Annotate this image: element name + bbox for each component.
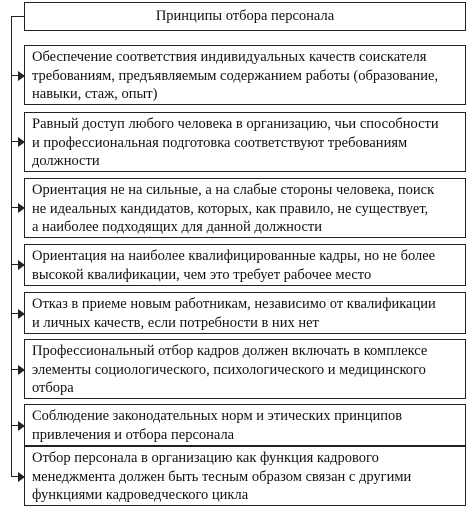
arrow-icon [11, 141, 24, 142]
principle-line: и профессиональная подготовка соответствуют требованиям [32, 134, 408, 151]
principle-line: функциями кадроведческого цикла [32, 487, 249, 503]
principle-line: а наиболее подходящих для данной должности [32, 219, 322, 235]
principle-line: Отбор персонала в организацию как функция кадрового [32, 450, 379, 466]
principle-line: Профессиональный отбор кадров должен включать в комплексе [32, 343, 428, 359]
diagram-title: Принципы отбора персонала [155, 8, 335, 24]
arrow-icon [11, 369, 24, 370]
principle-line: должности [32, 153, 100, 169]
principle-line: Соблюдение законодательных норм и этических принципов [32, 408, 403, 424]
principle-line: привлечения и отбора персонала [32, 426, 235, 443]
principle-line: Отказ в приеме новым работникам, независимо от квалификации [32, 296, 436, 312]
arrow-icon [11, 75, 24, 76]
arrow-icon [11, 313, 24, 314]
principle-box-2 [24, 112, 466, 172]
principle-line: элементы социологического, психологического и медицинского [32, 361, 426, 378]
connector-spine [11, 16, 12, 477]
arrow-icon [11, 207, 24, 208]
principle-box-3 [24, 178, 466, 238]
principle-box-6 [24, 339, 466, 399]
principle-box-4 [24, 244, 466, 286]
arrow-icon [11, 425, 24, 426]
principle-line: и личных качеств, если потребности в них нет [32, 314, 319, 331]
principle-line: отбора [32, 380, 74, 396]
principle-line: требованиям, предъявляемым содержанием работы (образование, [32, 67, 439, 84]
principle-box-5 [24, 292, 466, 334]
principle-line: Обеспечение соответствия индивидуальных качеств соискателя [32, 49, 427, 65]
principle-line: Ориентация не на сильные, а на слабые стороны человека, поиск [32, 182, 435, 198]
principle-line: Ориентация на наиболее квалифицированные кадры, но не более [32, 248, 436, 264]
principle-line: не идеальных кандидатов, которых, как правило, не существует, [32, 200, 429, 217]
principle-line: менеджмента должен быть тесным образом связан с другими [32, 468, 412, 485]
arrow-icon [11, 476, 24, 477]
arrow-icon [11, 264, 24, 265]
diagram-title-box [24, 2, 466, 31]
principle-line: Равный доступ любого человека в организацию, чьи способности [32, 116, 439, 132]
principle-box-8 [24, 446, 466, 506]
principle-box-7 [24, 404, 466, 446]
principle-box-1 [24, 45, 466, 105]
principle-line: навыки, стаж, опыт) [32, 86, 158, 102]
principle-line: высокой квалификации, чем это требует рабочее место [32, 266, 372, 283]
connector-title-link [11, 16, 24, 17]
